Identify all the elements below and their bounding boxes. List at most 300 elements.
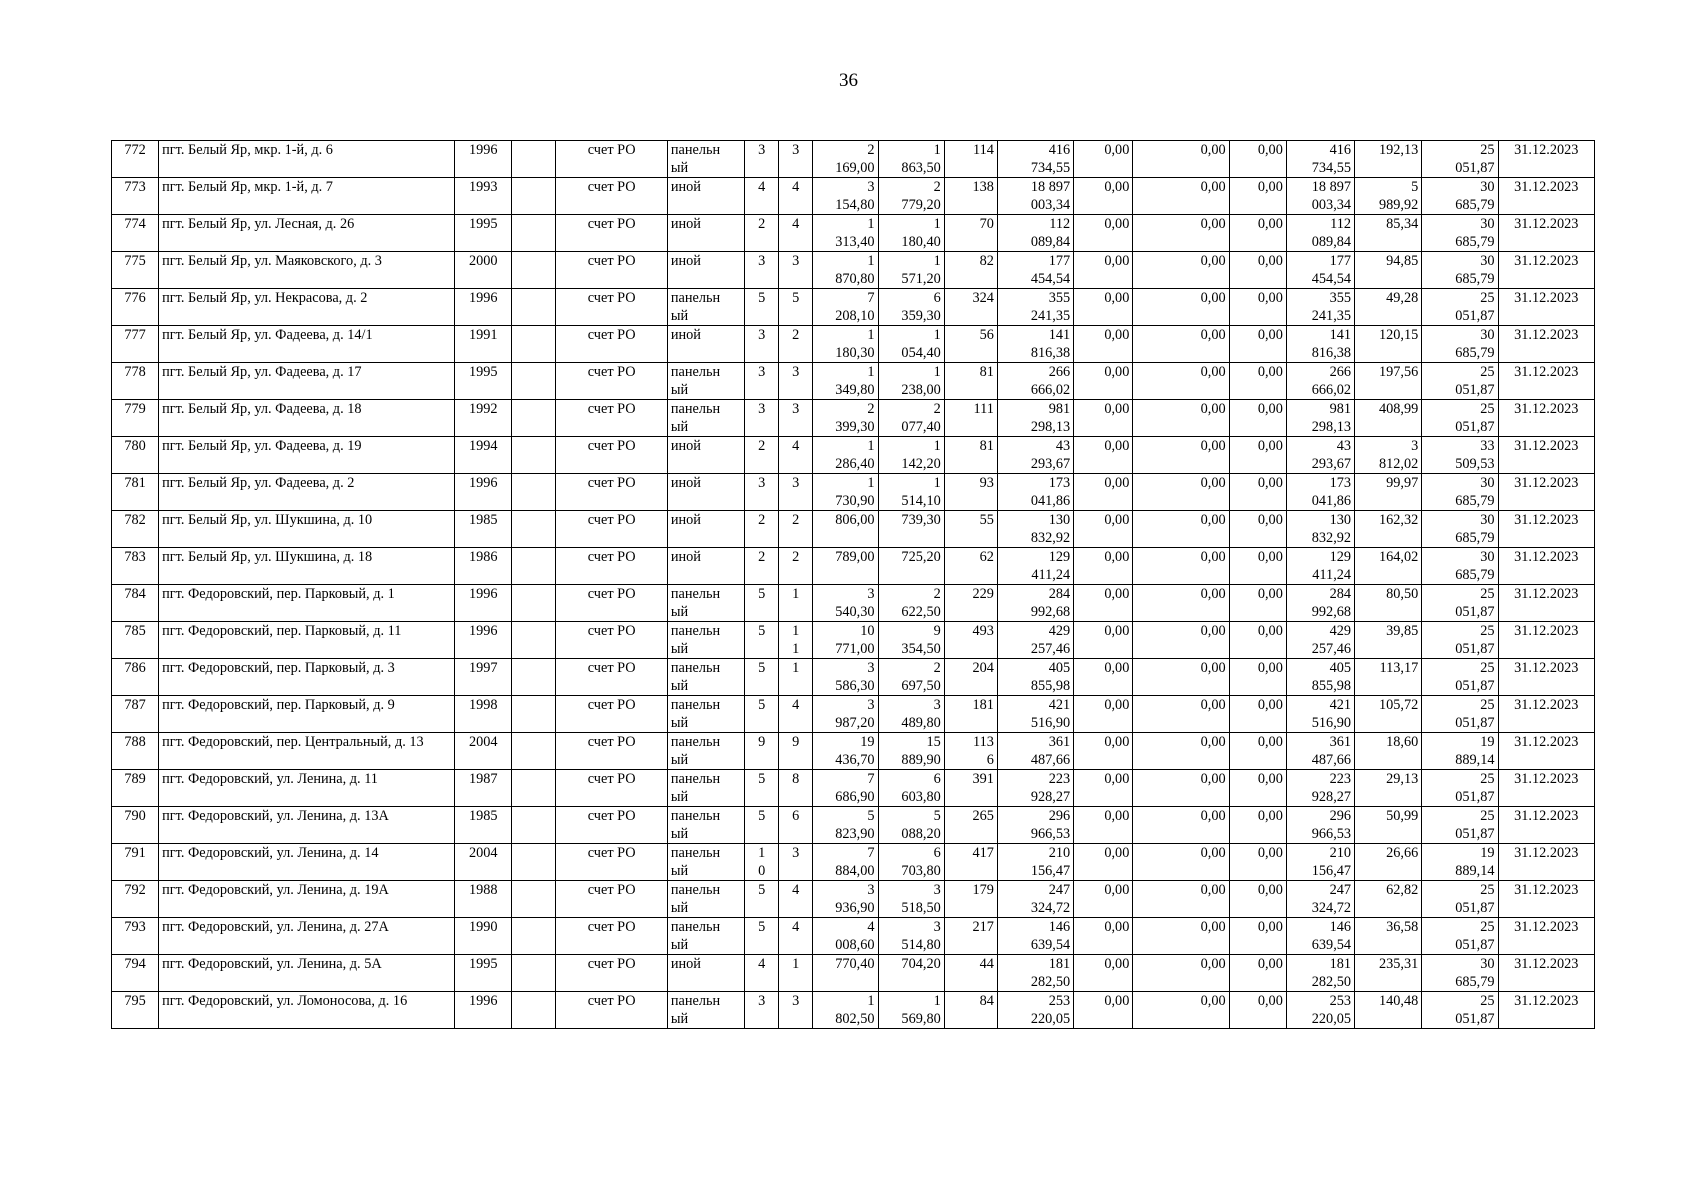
living-area-cell: 6 703,80 xyxy=(878,844,944,881)
fund-method-cell: счет РО xyxy=(556,252,667,289)
cost-regional-cell: 0,00 xyxy=(1133,918,1229,955)
table-row xyxy=(112,511,1595,548)
cost-regional-cell: 0,00 xyxy=(1133,992,1229,1029)
address-cell: пгт. Федоровский, ул. Ленина, д. 14 xyxy=(159,844,455,881)
year-cell: 1988 xyxy=(455,881,512,918)
living-area-cell: 739,30 xyxy=(878,511,944,548)
cost-regional-cell: 0,00 xyxy=(1133,363,1229,400)
total-area-cell: 789,00 xyxy=(813,548,878,585)
cost-owners-cell: 361 487,66 xyxy=(1286,733,1354,770)
limit-cost-cell: 25 051,87 xyxy=(1422,363,1498,400)
address-cell: пгт. Белый Яр, ул. Фадеева, д. 17 xyxy=(159,363,455,400)
empty-cell xyxy=(512,844,556,881)
specific-cost-cell: 192,13 xyxy=(1355,141,1422,178)
cost-federal-cell: 0,00 xyxy=(1074,437,1133,474)
residents-cell: 114 xyxy=(944,141,997,178)
cost-regional-cell: 0,00 xyxy=(1133,141,1229,178)
cost-local-cell: 0,00 xyxy=(1229,178,1286,215)
cost-regional-cell: 0,00 xyxy=(1133,215,1229,252)
deadline-cell: 31.12.2023 xyxy=(1498,474,1594,511)
limit-cost-cell: 30 685,79 xyxy=(1422,215,1498,252)
cost-federal-cell: 0,00 xyxy=(1074,252,1133,289)
living-area-cell: 725,20 xyxy=(878,548,944,585)
cost-owners-cell: 429 257,46 xyxy=(1286,622,1354,659)
cost-local-cell: 0,00 xyxy=(1229,622,1286,659)
cost-federal-cell: 0,00 xyxy=(1074,955,1133,992)
living-area-cell: 6 603,80 xyxy=(878,770,944,807)
empty-cell xyxy=(512,881,556,918)
specific-cost-cell: 49,28 xyxy=(1355,289,1422,326)
floors-cell: 3 xyxy=(745,141,779,178)
year-cell: 1995 xyxy=(455,955,512,992)
cost-total-cell: 361 487,66 xyxy=(997,733,1073,770)
table-row xyxy=(112,955,1595,992)
specific-cost-cell: 162,32 xyxy=(1355,511,1422,548)
floors-cell: 5 xyxy=(745,696,779,733)
year-cell: 1996 xyxy=(455,992,512,1029)
cost-total-cell: 247 324,72 xyxy=(997,881,1073,918)
total-area-cell: 1 180,30 xyxy=(813,326,878,363)
limit-cost-cell: 25 051,87 xyxy=(1422,141,1498,178)
residents-cell: 111 xyxy=(944,400,997,437)
year-cell: 1985 xyxy=(455,511,512,548)
cost-federal-cell: 0,00 xyxy=(1074,363,1133,400)
row-number: 778 xyxy=(112,363,159,400)
empty-cell xyxy=(512,992,556,1029)
residents-cell: 70 xyxy=(944,215,997,252)
cost-local-cell: 0,00 xyxy=(1229,437,1286,474)
cost-total-cell: 253 220,05 xyxy=(997,992,1073,1029)
cost-regional-cell: 0,00 xyxy=(1133,696,1229,733)
table-row xyxy=(112,659,1595,696)
year-cell: 1994 xyxy=(455,437,512,474)
address-cell: пгт. Белый Яр, ул. Фадеева, д. 2 xyxy=(159,474,455,511)
entrances-cell: 1 xyxy=(779,955,813,992)
living-area-cell: 1 238,00 xyxy=(878,363,944,400)
total-area-cell: 806,00 xyxy=(813,511,878,548)
cost-owners-cell: 129 411,24 xyxy=(1286,548,1354,585)
year-cell: 2000 xyxy=(455,252,512,289)
cost-total-cell: 173 041,86 xyxy=(997,474,1073,511)
year-cell: 1990 xyxy=(455,918,512,955)
year-cell: 1995 xyxy=(455,363,512,400)
entrances-cell: 2 xyxy=(779,511,813,548)
address-cell: пгт. Белый Яр, ул. Шукшина, д. 18 xyxy=(159,548,455,585)
cost-local-cell: 0,00 xyxy=(1229,252,1286,289)
wall-material-cell: панельн ый xyxy=(667,622,744,659)
cost-total-cell: 141 816,38 xyxy=(997,326,1073,363)
deadline-cell: 31.12.2023 xyxy=(1498,844,1594,881)
limit-cost-cell: 25 051,87 xyxy=(1422,918,1498,955)
specific-cost-cell: 164,02 xyxy=(1355,548,1422,585)
cost-local-cell: 0,00 xyxy=(1229,141,1286,178)
living-area-cell: 1 054,40 xyxy=(878,326,944,363)
cost-local-cell: 0,00 xyxy=(1229,955,1286,992)
living-area-cell: 1 180,40 xyxy=(878,215,944,252)
cost-owners-cell: 284 992,68 xyxy=(1286,585,1354,622)
cost-local-cell: 0,00 xyxy=(1229,289,1286,326)
entrances-cell: 2 xyxy=(779,326,813,363)
entrances-cell: 1 xyxy=(779,585,813,622)
cost-federal-cell: 0,00 xyxy=(1074,807,1133,844)
cost-regional-cell: 0,00 xyxy=(1133,585,1229,622)
wall-material-cell: панельн ый xyxy=(667,807,744,844)
wall-material-cell: иной xyxy=(667,215,744,252)
deadline-cell: 31.12.2023 xyxy=(1498,585,1594,622)
cost-regional-cell: 0,00 xyxy=(1133,622,1229,659)
cost-owners-cell: 253 220,05 xyxy=(1286,992,1354,1029)
cost-regional-cell: 0,00 xyxy=(1133,955,1229,992)
floors-cell: 4 xyxy=(745,178,779,215)
empty-cell xyxy=(512,252,556,289)
living-area-cell: 3 518,50 xyxy=(878,881,944,918)
total-area-cell: 5 823,90 xyxy=(813,807,878,844)
cost-federal-cell: 0,00 xyxy=(1074,548,1133,585)
deadline-cell: 31.12.2023 xyxy=(1498,696,1594,733)
living-area-cell: 2 077,40 xyxy=(878,400,944,437)
living-area-cell: 9 354,50 xyxy=(878,622,944,659)
entrances-cell: 4 xyxy=(779,918,813,955)
entrances-cell: 6 xyxy=(779,807,813,844)
floors-cell: 5 xyxy=(745,585,779,622)
wall-material-cell: иной xyxy=(667,326,744,363)
table-row xyxy=(112,289,1595,326)
empty-cell xyxy=(512,622,556,659)
living-area-cell: 5 088,20 xyxy=(878,807,944,844)
total-area-cell: 770,40 xyxy=(813,955,878,992)
deadline-cell: 31.12.2023 xyxy=(1498,326,1594,363)
residents-cell: 324 xyxy=(944,289,997,326)
cost-regional-cell: 0,00 xyxy=(1133,733,1229,770)
table-row xyxy=(112,622,1595,659)
table-row xyxy=(112,252,1595,289)
fund-method-cell: счет РО xyxy=(556,955,667,992)
year-cell: 1985 xyxy=(455,807,512,844)
specific-cost-cell: 62,82 xyxy=(1355,881,1422,918)
housing-registry-table xyxy=(111,140,1595,1029)
year-cell: 1986 xyxy=(455,548,512,585)
limit-cost-cell: 30 685,79 xyxy=(1422,548,1498,585)
row-number: 775 xyxy=(112,252,159,289)
entrances-cell: 3 xyxy=(779,992,813,1029)
cost-total-cell: 429 257,46 xyxy=(997,622,1073,659)
cost-local-cell: 0,00 xyxy=(1229,918,1286,955)
entrances-cell: 3 xyxy=(779,141,813,178)
cost-owners-cell: 173 041,86 xyxy=(1286,474,1354,511)
cost-local-cell: 0,00 xyxy=(1229,733,1286,770)
year-cell: 1992 xyxy=(455,400,512,437)
year-cell: 1995 xyxy=(455,215,512,252)
empty-cell xyxy=(512,289,556,326)
page-number: 36 xyxy=(839,70,858,91)
empty-cell xyxy=(512,955,556,992)
entrances-cell: 4 xyxy=(779,215,813,252)
deadline-cell: 31.12.2023 xyxy=(1498,437,1594,474)
cost-local-cell: 0,00 xyxy=(1229,881,1286,918)
wall-material-cell: панельн ый xyxy=(667,363,744,400)
fund-method-cell: счет РО xyxy=(556,326,667,363)
fund-method-cell: счет РО xyxy=(556,622,667,659)
address-cell: пгт. Федоровский, ул. Ленина, д. 19А xyxy=(159,881,455,918)
address-cell: пгт. Федоровский, пер. Парковый, д. 9 xyxy=(159,696,455,733)
address-cell: пгт. Белый Яр, ул. Фадеева, д. 18 xyxy=(159,400,455,437)
limit-cost-cell: 19 889,14 xyxy=(1422,733,1498,770)
cost-federal-cell: 0,00 xyxy=(1074,585,1133,622)
fund-method-cell: счет РО xyxy=(556,881,667,918)
wall-material-cell: иной xyxy=(667,955,744,992)
cost-regional-cell: 0,00 xyxy=(1133,548,1229,585)
deadline-cell: 31.12.2023 xyxy=(1498,918,1594,955)
row-number: 792 xyxy=(112,881,159,918)
deadline-cell: 31.12.2023 xyxy=(1498,807,1594,844)
table-row xyxy=(112,992,1595,1029)
cost-regional-cell: 0,00 xyxy=(1133,659,1229,696)
entrances-cell: 4 xyxy=(779,696,813,733)
specific-cost-cell: 36,58 xyxy=(1355,918,1422,955)
cost-total-cell: 43 293,67 xyxy=(997,437,1073,474)
specific-cost-cell: 80,50 xyxy=(1355,585,1422,622)
limit-cost-cell: 30 685,79 xyxy=(1422,955,1498,992)
residents-cell: 179 xyxy=(944,881,997,918)
floors-cell: 2 xyxy=(745,548,779,585)
residents-cell: 229 xyxy=(944,585,997,622)
limit-cost-cell: 25 051,87 xyxy=(1422,881,1498,918)
living-area-cell: 2 622,50 xyxy=(878,585,944,622)
deadline-cell: 31.12.2023 xyxy=(1498,252,1594,289)
specific-cost-cell: 94,85 xyxy=(1355,252,1422,289)
living-area-cell: 1 571,20 xyxy=(878,252,944,289)
row-number: 782 xyxy=(112,511,159,548)
address-cell: пгт. Белый Яр, ул. Маяковского, д. 3 xyxy=(159,252,455,289)
specific-cost-cell: 197,56 xyxy=(1355,363,1422,400)
wall-material-cell: иной xyxy=(667,511,744,548)
fund-method-cell: счет РО xyxy=(556,844,667,881)
residents-cell: 138 xyxy=(944,178,997,215)
residents-cell: 493 xyxy=(944,622,997,659)
cost-total-cell: 177 454,54 xyxy=(997,252,1073,289)
cost-local-cell: 0,00 xyxy=(1229,215,1286,252)
total-area-cell: 2 169,00 xyxy=(813,141,878,178)
entrances-cell: 4 xyxy=(779,178,813,215)
residents-cell: 44 xyxy=(944,955,997,992)
address-cell: пгт. Белый Яр, ул. Фадеева, д. 14/1 xyxy=(159,326,455,363)
cost-local-cell: 0,00 xyxy=(1229,474,1286,511)
fund-method-cell: счет РО xyxy=(556,511,667,548)
cost-owners-cell: 355 241,35 xyxy=(1286,289,1354,326)
cost-owners-cell: 223 928,27 xyxy=(1286,770,1354,807)
specific-cost-cell: 113,17 xyxy=(1355,659,1422,696)
cost-regional-cell: 0,00 xyxy=(1133,844,1229,881)
total-area-cell: 7 208,10 xyxy=(813,289,878,326)
cost-local-cell: 0,00 xyxy=(1229,548,1286,585)
address-cell: пгт. Федоровский, ул. Ленина, д. 13А xyxy=(159,807,455,844)
total-area-cell: 3 987,20 xyxy=(813,696,878,733)
deadline-cell: 31.12.2023 xyxy=(1498,992,1594,1029)
specific-cost-cell: 26,66 xyxy=(1355,844,1422,881)
cost-regional-cell: 0,00 xyxy=(1133,178,1229,215)
deadline-cell: 31.12.2023 xyxy=(1498,178,1594,215)
wall-material-cell: иной xyxy=(667,474,744,511)
row-number: 794 xyxy=(112,955,159,992)
specific-cost-cell: 29,13 xyxy=(1355,770,1422,807)
cost-federal-cell: 0,00 xyxy=(1074,918,1133,955)
deadline-cell: 31.12.2023 xyxy=(1498,363,1594,400)
limit-cost-cell: 30 685,79 xyxy=(1422,178,1498,215)
empty-cell xyxy=(512,215,556,252)
total-area-cell: 1 870,80 xyxy=(813,252,878,289)
living-area-cell: 1 514,10 xyxy=(878,474,944,511)
limit-cost-cell: 30 685,79 xyxy=(1422,511,1498,548)
limit-cost-cell: 30 685,79 xyxy=(1422,252,1498,289)
floors-cell: 2 xyxy=(745,511,779,548)
wall-material-cell: иной xyxy=(667,252,744,289)
cost-federal-cell: 0,00 xyxy=(1074,400,1133,437)
specific-cost-cell: 39,85 xyxy=(1355,622,1422,659)
wall-material-cell: иной xyxy=(667,178,744,215)
total-area-cell: 2 399,30 xyxy=(813,400,878,437)
entrances-cell: 3 xyxy=(779,844,813,881)
wall-material-cell: иной xyxy=(667,437,744,474)
residents-cell: 417 xyxy=(944,844,997,881)
table-row xyxy=(112,141,1595,178)
empty-cell xyxy=(512,548,556,585)
table-row xyxy=(112,326,1595,363)
address-cell: пгт. Белый Яр, мкр. 1-й, д. 6 xyxy=(159,141,455,178)
wall-material-cell: панельн ый xyxy=(667,141,744,178)
table-row xyxy=(112,918,1595,955)
total-area-cell: 3 936,90 xyxy=(813,881,878,918)
floors-cell: 4 xyxy=(745,955,779,992)
fund-method-cell: счет РО xyxy=(556,696,667,733)
residents-cell: 265 xyxy=(944,807,997,844)
cost-total-cell: 981 298,13 xyxy=(997,400,1073,437)
year-cell: 1996 xyxy=(455,141,512,178)
cost-local-cell: 0,00 xyxy=(1229,326,1286,363)
limit-cost-cell: 25 051,87 xyxy=(1422,289,1498,326)
total-area-cell: 3 154,80 xyxy=(813,178,878,215)
specific-cost-cell: 408,99 xyxy=(1355,400,1422,437)
wall-material-cell: панельн ый xyxy=(667,918,744,955)
specific-cost-cell: 235,31 xyxy=(1355,955,1422,992)
empty-cell xyxy=(512,474,556,511)
fund-method-cell: счет РО xyxy=(556,400,667,437)
limit-cost-cell: 25 051,87 xyxy=(1422,400,1498,437)
cost-owners-cell: 43 293,67 xyxy=(1286,437,1354,474)
empty-cell xyxy=(512,326,556,363)
fund-method-cell: счет РО xyxy=(556,992,667,1029)
row-number: 784 xyxy=(112,585,159,622)
entrances-cell: 1 1 xyxy=(779,622,813,659)
cost-owners-cell: 421 516,90 xyxy=(1286,696,1354,733)
address-cell: пгт. Федоровский, пер. Парковый, д. 3 xyxy=(159,659,455,696)
floors-cell: 5 xyxy=(745,807,779,844)
total-area-cell: 1 802,50 xyxy=(813,992,878,1029)
table-row xyxy=(112,474,1595,511)
cost-owners-cell: 141 816,38 xyxy=(1286,326,1354,363)
address-cell: пгт. Федоровский, ул. Ленина, д. 11 xyxy=(159,770,455,807)
cost-owners-cell: 405 855,98 xyxy=(1286,659,1354,696)
deadline-cell: 31.12.2023 xyxy=(1498,141,1594,178)
table-row xyxy=(112,363,1595,400)
row-number: 781 xyxy=(112,474,159,511)
cost-total-cell: 210 156,47 xyxy=(997,844,1073,881)
residents-cell: 93 xyxy=(944,474,997,511)
deadline-cell: 31.12.2023 xyxy=(1498,400,1594,437)
row-number: 783 xyxy=(112,548,159,585)
entrances-cell: 1 xyxy=(779,659,813,696)
cost-local-cell: 0,00 xyxy=(1229,696,1286,733)
row-number: 777 xyxy=(112,326,159,363)
fund-method-cell: счет РО xyxy=(556,178,667,215)
wall-material-cell: панельн ый xyxy=(667,696,744,733)
specific-cost-cell: 105,72 xyxy=(1355,696,1422,733)
living-area-cell: 1 863,50 xyxy=(878,141,944,178)
cost-local-cell: 0,00 xyxy=(1229,770,1286,807)
residents-cell: 56 xyxy=(944,326,997,363)
deadline-cell: 31.12.2023 xyxy=(1498,881,1594,918)
row-number: 780 xyxy=(112,437,159,474)
address-cell: пгт. Белый Яр, ул. Лесная, д. 26 xyxy=(159,215,455,252)
row-number: 785 xyxy=(112,622,159,659)
residents-cell: 81 xyxy=(944,363,997,400)
cost-total-cell: 405 855,98 xyxy=(997,659,1073,696)
wall-material-cell: панельн ый xyxy=(667,289,744,326)
floors-cell: 5 xyxy=(745,881,779,918)
cost-federal-cell: 0,00 xyxy=(1074,992,1133,1029)
fund-method-cell: счет РО xyxy=(556,659,667,696)
cost-regional-cell: 0,00 xyxy=(1133,807,1229,844)
table-row xyxy=(112,400,1595,437)
table-row xyxy=(112,807,1595,844)
floors-cell: 5 xyxy=(745,770,779,807)
year-cell: 1996 xyxy=(455,474,512,511)
living-area-cell: 2 779,20 xyxy=(878,178,944,215)
empty-cell xyxy=(512,770,556,807)
limit-cost-cell: 25 051,87 xyxy=(1422,807,1498,844)
cost-total-cell: 18 897 003,34 xyxy=(997,178,1073,215)
cost-federal-cell: 0,00 xyxy=(1074,770,1133,807)
cost-regional-cell: 0,00 xyxy=(1133,511,1229,548)
fund-method-cell: счет РО xyxy=(556,289,667,326)
cost-owners-cell: 981 298,13 xyxy=(1286,400,1354,437)
cost-owners-cell: 247 324,72 xyxy=(1286,881,1354,918)
residents-cell: 391 xyxy=(944,770,997,807)
fund-method-cell: счет РО xyxy=(556,585,667,622)
address-cell: пгт. Белый Яр, ул. Фадеева, д. 19 xyxy=(159,437,455,474)
entrances-cell: 3 xyxy=(779,252,813,289)
empty-cell xyxy=(512,585,556,622)
cost-local-cell: 0,00 xyxy=(1229,844,1286,881)
cost-total-cell: 355 241,35 xyxy=(997,289,1073,326)
address-cell: пгт. Федоровский, пер. Парковый, д. 1 xyxy=(159,585,455,622)
cost-owners-cell: 112 089,84 xyxy=(1286,215,1354,252)
living-area-cell: 1 142,20 xyxy=(878,437,944,474)
cost-federal-cell: 0,00 xyxy=(1074,622,1133,659)
limit-cost-cell: 25 051,87 xyxy=(1422,622,1498,659)
living-area-cell: 3 489,80 xyxy=(878,696,944,733)
cost-regional-cell: 0,00 xyxy=(1133,400,1229,437)
wall-material-cell: панельн ый xyxy=(667,733,744,770)
address-cell: пгт. Белый Яр, ул. Некрасова, д. 2 xyxy=(159,289,455,326)
empty-cell xyxy=(512,437,556,474)
year-cell: 1997 xyxy=(455,659,512,696)
cost-total-cell: 296 966,53 xyxy=(997,807,1073,844)
specific-cost-cell: 5 989,92 xyxy=(1355,178,1422,215)
cost-total-cell: 146 639,54 xyxy=(997,918,1073,955)
floors-cell: 3 xyxy=(745,400,779,437)
cost-owners-cell: 177 454,54 xyxy=(1286,252,1354,289)
limit-cost-cell: 25 051,87 xyxy=(1422,696,1498,733)
